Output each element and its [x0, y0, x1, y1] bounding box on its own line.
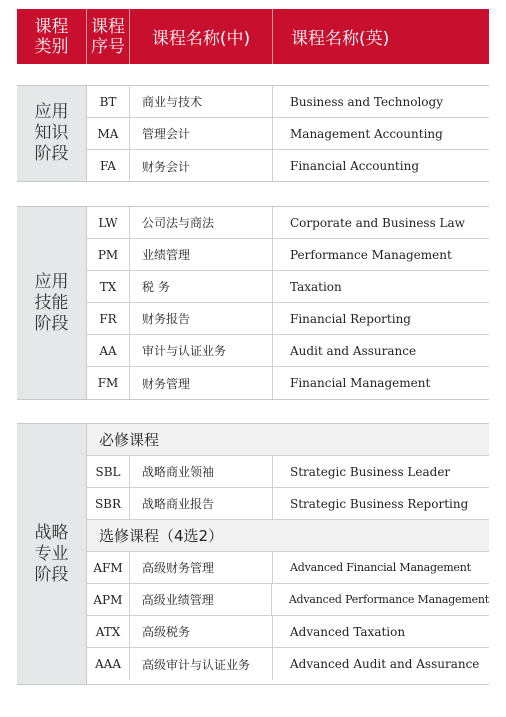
course-name-cn: 公司法与商法	[130, 207, 273, 238]
course-code: SBL	[87, 456, 130, 487]
course-name-cn: 财务管理	[130, 367, 273, 399]
course-name-cn: 审计与认证业务	[130, 335, 273, 366]
course-code: AAA	[87, 648, 130, 680]
section-applied-skills	[17, 206, 489, 400]
course-code: FA	[87, 150, 130, 182]
table-row	[87, 335, 489, 367]
course-name-en: Taxation	[290, 279, 342, 294]
course-name-en: Strategic Business Leader	[290, 464, 451, 479]
header-code: 课程 序号	[87, 9, 130, 64]
course-name-en: Management Accounting	[290, 126, 443, 141]
course-name-cn: 管理会计	[130, 118, 273, 149]
course-name-en: Financial Management	[290, 376, 431, 390]
course-name-en: Performance Management	[290, 247, 452, 262]
course-code: AA	[87, 335, 130, 366]
course-name-cn: 商业与技术	[130, 86, 273, 117]
table-header	[17, 9, 489, 64]
table-row	[87, 271, 489, 303]
course-code: APM	[87, 584, 130, 615]
table-row	[87, 456, 489, 488]
course-code: FR	[87, 303, 130, 334]
course-name-cn: 战略商业报告	[130, 488, 273, 519]
course-code: LW	[87, 207, 130, 238]
course-name-en: Advanced Performance Management	[288, 593, 489, 606]
table-row	[87, 207, 489, 239]
course-code: SBR	[87, 488, 130, 519]
course-name-en: Advanced Taxation	[290, 624, 406, 639]
course-name-en: Financial Reporting	[290, 311, 411, 326]
table-row	[87, 616, 489, 648]
course-name-en: Audit and Assurance	[290, 343, 417, 358]
elective-courses-heading: 选修课程（4选2）	[87, 520, 489, 552]
course-code: ATX	[87, 616, 130, 647]
course-name-en: Business and Technology	[290, 94, 443, 109]
section-label: 战略 专业 阶段	[17, 424, 87, 684]
course-name-cn: 业绩管理	[130, 239, 273, 270]
course-name-cn: 财务会计	[130, 150, 273, 182]
course-code: FM	[87, 367, 130, 399]
course-name-cn: 高级财务管理	[130, 552, 273, 583]
course-name-cn: 战略商业领袖	[130, 456, 273, 487]
course-name-en: Financial Accounting	[290, 159, 419, 173]
course-code: BT	[87, 86, 130, 117]
table-row	[87, 367, 489, 399]
course-code: TX	[87, 271, 130, 302]
table-row	[87, 118, 489, 150]
required-courses-heading: 必修课程	[87, 424, 489, 456]
course-name-en: Advanced Audit and Assurance	[290, 657, 480, 671]
table-row	[87, 303, 489, 335]
table-row	[87, 239, 489, 271]
course-name-cn: 税 务	[130, 271, 273, 302]
course-name-cn: 财务报告	[130, 303, 273, 334]
course-name-en: Advanced Financial Management	[290, 561, 471, 574]
section-applied-knowledge	[17, 85, 489, 182]
table-row	[87, 552, 489, 584]
course-name-cn: 高级业绩管理	[130, 584, 272, 615]
course-name-en: Corporate and Business Law	[290, 215, 465, 230]
course-name-en: Strategic Business Reporting	[290, 496, 469, 511]
header-category: 课程 类别	[17, 9, 87, 64]
header-name-en: 课程名称(英)	[291, 29, 390, 49]
section-strategic-professional	[17, 423, 489, 685]
course-name-cn: 高级税务	[130, 616, 273, 647]
section-label: 应用 技能 阶段	[17, 207, 87, 399]
header-name-cn: 课程名称(中)	[130, 9, 273, 64]
course-code: PM	[87, 239, 130, 270]
table-row	[87, 488, 489, 520]
course-name-cn: 高级审计与认证业务	[130, 648, 273, 680]
table-row	[87, 648, 489, 680]
course-code: MA	[87, 118, 130, 149]
course-code: AFM	[87, 552, 130, 583]
table-row	[87, 584, 489, 616]
section-label: 应用 知识 阶段	[17, 86, 87, 181]
table-row	[87, 150, 489, 182]
table-row	[87, 86, 489, 118]
